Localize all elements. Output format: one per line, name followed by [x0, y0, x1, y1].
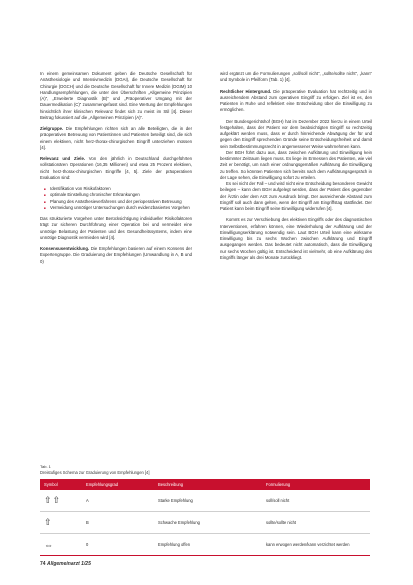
grade-cell: B — [82, 512, 154, 534]
legal-heading: Rechtlicher Hintergrund. — [220, 88, 272, 94]
recommendation-table — [40, 479, 370, 556]
recommendation-table-block — [40, 464, 370, 556]
table-row — [40, 490, 370, 512]
table-row — [40, 512, 370, 534]
bgh-exception-paragraph: Es sei nicht der Fall – und wird nicht eine Entscheidung besonderen Gewicht beilegen – kann dem BGH aufgelegt werden, dass der Patient dies gegenüber der Ärztin oder dem Arzt zum Ausdruck bringt. Der ausreichende Abstand zum Eingriff soll auch dann gelten, wenn der Eingriff am Eingriffstag stattfindet. Der Patient kann beim Eingriff seine Einwilligung widerrufen [4]. — [220, 181, 372, 211]
table-label: Tab. 1 — [40, 464, 51, 469]
relevance-paragraph — [40, 156, 192, 181]
header-symbol: Symbol — [44, 482, 58, 487]
list-item: ■ optimale Einstellung chronischer Erkrankungen — [46, 192, 192, 198]
description-cell: Empfehlung offen — [154, 534, 262, 556]
formulation-cell: kann erwogen werden/kann verzichtet werden — [262, 534, 370, 556]
intro-paragraph: In einem gemeinsamen Dokument geben die Deutsche Gesellschaft für Anästhesiologie und Intensivmedizin (DGAI), die Deutsche Gesellschaft für Chirurgie (DGCH) und die Deutsche Gesellschaft für Innere Medizin (DGIM) 10 Handlungsempfehlungen, die unter den Überschriften „Allgemeine Prinzipien (A)“, „Erweiterte Diagnostik (B)“ und „Präoperativer Umgang mit der Dauermedikation (C)“ zusammengefasst sind. Eine Wertung der Empfehlungen hinsichtlich ihrer klinischen Relevanz findet sich zu meist im Stil [4]. Dieser Beitrag fokussiert auf die „Allgemeinen Prinzipien (A)“. — [40, 71, 192, 120]
bgh-paragraph: Der Bundesgerichtshof (BGH) hat im Dezember 2022 hierzu in einem Urteil festgehalten, dass der Patient vor dem beabsichtigten Eingriff so rechtzeitig aufgeklärt werden muss, dass er durch hinreichende Abwägung der für und gegen den Eingriff sprechenden Gründe seine Entscheidungsfreiheit und damit sein Selbstbestimmungsrecht in angemessener Weise wahrnehmen kann. — [220, 118, 372, 149]
grade-cell: 0 — [82, 534, 154, 556]
consensus-paragraph — [40, 246, 192, 265]
consensus-text: Die Empfehlungen basieren auf einem Konsens der Expertengruppe. Die Graduierung der Empfehlungen (Umwandlung in A, B und 0) — [40, 246, 192, 264]
left-right-arrow-icon: ⇔ — [40, 534, 82, 556]
formulation-cell: soll/soll nicht — [262, 490, 370, 512]
relevance-text: Von den jährlich in Deutschland durchgeführten vollstationären Operationen (16,35 Millionen) und etwa 25 Prozent elektiven, nicht herz-thorax-chirurgischen Eingriffe [4, 5]. Ziele der präoperativen Evaluation sind: — [40, 156, 192, 180]
up-arrow-icon: ⇧ — [40, 512, 82, 534]
double-up-arrow-icon: ⇧⇧ — [40, 490, 82, 512]
journal-name: Allgemeinarzt 1/25 — [46, 561, 91, 567]
grade-cell: A — [82, 490, 154, 512]
right-column — [220, 71, 372, 261]
table-header-row — [40, 479, 370, 490]
goals-list — [40, 186, 192, 211]
postponement-paragraph: Kommt es zur Verschiebung des elektiven Eingriffs oder des diagnostischen Interventionen, erfahren können, eine Wiederholung der Aufklärung und der Einwilligungserklärung notwendig sein. Laut BGH Urteil kann eine wirksame Einwilligung bis zu sechs Wochen zwischen Aufklärung und Eingriff ausgegangen werden. Das bedeutet nicht automatisch, dass die Einwilligung nur sechs Wochen gültig ist. Entscheidend ist vielmehr, ob eine Aufklärung des Eingriffs länger als drei Monate zurückliegt. — [220, 217, 372, 260]
formulation-paragraph: wird ergänzt um die Formulierungen „soll/soll nicht“, „sollte/sollte nicht“, „kann“ und Symbole in Pfeilform (Tab. 1) [4]. — [220, 71, 372, 83]
header-formulation: Formulierung — [266, 482, 291, 487]
list-item: ■ Planung des Anästhesieverfahrens und der perioperativen Betreuung — [46, 199, 192, 205]
left-column — [40, 71, 192, 270]
header-grade: Empfehlungsgrad — [86, 482, 119, 487]
table-row — [40, 534, 370, 556]
page-number: 74 — [40, 561, 46, 567]
procedure-paragraph: Das strukturierte Vorgehen unter Berücksichtigung individueller Risikofaktoren trägt zur sicheren Durchführung einer Operation bei und vermeidet eine unnötige Belastung der Patienten und des Gesundheitssystems, indem eine unnötige Diagnostik vermieden wird [4]. — [40, 216, 192, 240]
bgh-detail-paragraph: Der BGH führt dazu aus, dass zwischen Aufklärung und Einwilligung kein bestimmter Zeitraum liegen muss. Es liege im Ermessen des Patienten, wie viel Zeit er benötigt, um nach einer ordnungsgemäßen Aufklärung die Einwilligung zu treffen. So könnten Patienten sich bereits nach dem Aufklärungsgespräch in der Lage sehen, die Einwilligung sofort zu erteilen. — [220, 149, 372, 180]
legal-paragraph — [220, 89, 372, 114]
header-description: Beschreibung — [158, 482, 184, 487]
formulation-cell: sollte/sollte nicht — [262, 512, 370, 534]
relevance-heading: Relevanz und Ziele. — [40, 156, 86, 161]
table-caption: Dreistufiges Schema zur Graduierung von Empfehlungen [4] — [40, 470, 150, 475]
list-item: ■ Identifikation von Risikofaktoren — [46, 186, 192, 192]
description-cell: Starke Empfehlung — [154, 490, 262, 512]
consensus-heading: Konsensusentwicklung. — [40, 246, 90, 251]
target-group-text: Die Empfehlungen richten sich an alle Beteiligten, die in der präoperativen Betreuung von Patientinnen und Patienten beteiligt sind, die sich einem elektiven, nicht herz-thorax-chirurgischen Eingriff unterziehen müssen [4]. — [40, 126, 192, 150]
page-footer — [40, 561, 91, 567]
legal-text: Die präoperative Evaluation hat rechtzeitig und in ausreichendem Abstand zum operativen Eingriff zu erfolgen. Ziel ist es, den Patienten in Ruhe und reflektiert eine Entscheidung über die Einwilligung zu ermöglichen. — [220, 88, 372, 113]
list-item: ■ Vermeidung unnötiger Untersuchungen durch evidenzbasiertes Vorgehen — [46, 205, 192, 211]
target-group-heading: Zielgruppe. — [40, 126, 64, 131]
target-group-paragraph — [40, 126, 192, 151]
description-cell: Schwache Empfehlung — [154, 512, 262, 534]
